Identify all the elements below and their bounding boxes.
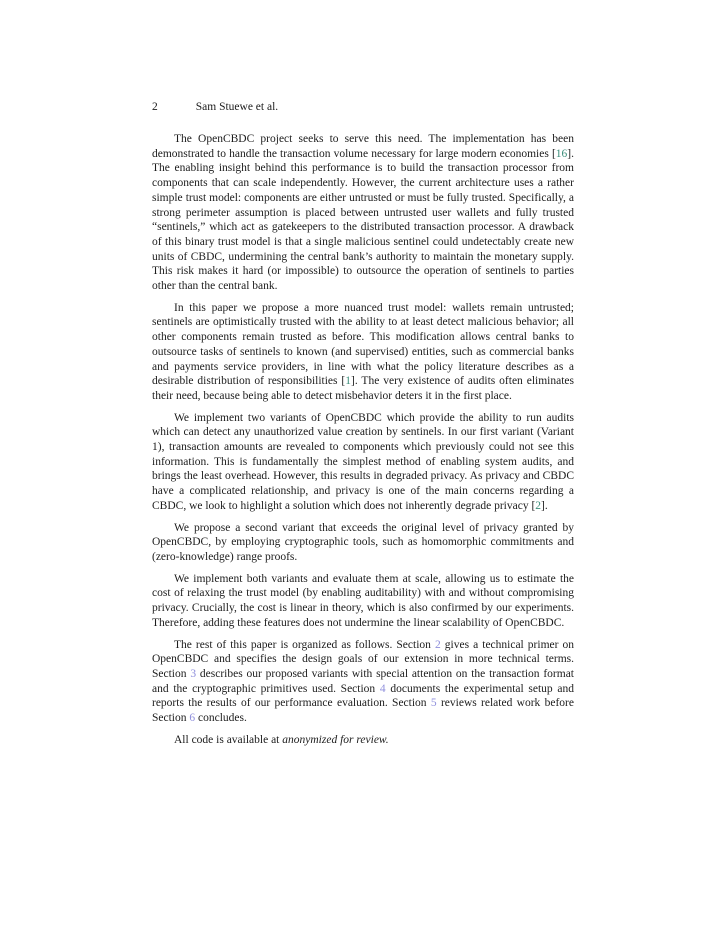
page-number: 2 xyxy=(152,101,158,113)
citation-link[interactable]: 16 xyxy=(555,147,568,160)
body-paragraphs xyxy=(152,132,574,747)
text-run: The rest of this paper is organized as follows. Section xyxy=(174,638,435,651)
text-block xyxy=(152,100,574,754)
section-ref-link[interactable]: 2 xyxy=(434,638,441,651)
paragraph xyxy=(152,411,574,514)
text-run: reviews related work before Section xyxy=(152,697,574,725)
paragraph xyxy=(152,733,574,748)
paragraph xyxy=(152,301,574,404)
text-run: documents the experimental setup and reports the results of our performance evaluation. Section xyxy=(152,682,574,710)
text-run: describes our proposed variants with special attention on the transaction format and the cryptographic primitives used. Section xyxy=(152,667,574,695)
running-title: Sam Stuewe et al. xyxy=(195,101,279,113)
text-run: All code is available at xyxy=(174,733,283,746)
text-run: ]. xyxy=(541,499,548,512)
citation-link[interactable]: 1 xyxy=(345,375,352,388)
text-run: concludes. xyxy=(195,712,247,725)
paragraph xyxy=(152,638,574,726)
text-run: We implement two variants of OpenCBDC which provide the ability to run audits which can detect any unauthorized value creation by sentinels. In our first variant (Variant 1), transaction amounts are revealed to components which previously could not see this information. This is fundamentally the simplest method of enabling system audits, and brings the least overhead. However, this results in degraded privacy. As privacy and CBDC have a complicated relationship, and privacy is one of the main concerns regarding a CBDC, we look to highlight a solution which does not inherently degrade privacy [ xyxy=(152,411,574,512)
section-ref-link[interactable]: 3 xyxy=(190,667,197,680)
text-run: We implement both variants and evaluate them at scale, allowing us to estimate the cost of relaxing the trust model (by enabling auditability) with and without compromising privacy. Crucially, the cost is linear in theory, which is also confirmed by our experiments. Therefore, adding these features does not undermine the linear scalability of OpenCBDC. xyxy=(152,572,574,629)
text-run: gives a technical primer on OpenCBDC and specifies the design goals of our extension in more technical terms. Section xyxy=(152,638,574,680)
paragraph xyxy=(152,572,574,631)
section-ref-link[interactable]: 6 xyxy=(189,712,196,725)
running-head xyxy=(152,100,574,114)
paragraph xyxy=(152,521,574,565)
paragraph xyxy=(152,132,574,294)
italic-text: anonymized for review. xyxy=(282,733,389,746)
section-ref-link[interactable]: 5 xyxy=(430,697,437,710)
text-run: We propose a second variant that exceeds the original level of privacy granted by OpenCBDC, by employing cryptographic tools, such as homomorphic commitments and (zero-knowledge) range proofs. xyxy=(152,521,574,563)
text-run: The OpenCBDC project seeks to serve this need. The implementation has been demonstrated to handle the transaction volume necessary for large modern economies [ xyxy=(152,133,574,160)
citation-link[interactable]: 2 xyxy=(535,499,542,512)
text-run: In this paper we propose a more nuanced trust model: wallets remain untrusted; sentinels are optimistically trusted with the ability to at least detect malicious behavior; all other components remain trusted as before. This modification allows central banks to outsource tasks of sentinels to known (and supervised) entities, such as commercial banks and payments service providers, in line with what the policy literature describes as a desirable distribution of responsibilities [ xyxy=(152,301,574,388)
section-ref-link[interactable]: 4 xyxy=(379,682,386,695)
text-run: ]. The enabling insight behind this performance is to build the transaction processor from components that can scale independently. However, the current architecture uses a rather simple trust model: components are either untrusted or must be fully trusted. Specifically, a strong perimeter assumption is placed between untrusted user wallets and fully trusted “sentinels,” which act as gatekeepers to the distributed transaction processor. A drawback of this binary trust model is that a single malicious sentinel could undetectably create new units of CBDC, undermining the central bank’s authority to maintain the monetary supply. This risk makes it hard (or impossible) to outsource the operation of sentinels to parties other than the central bank. xyxy=(152,147,574,293)
text-run: ]. The very existence of audits often eliminates their need, because being able to detect misbehavior deters it in the first place. xyxy=(152,375,574,402)
